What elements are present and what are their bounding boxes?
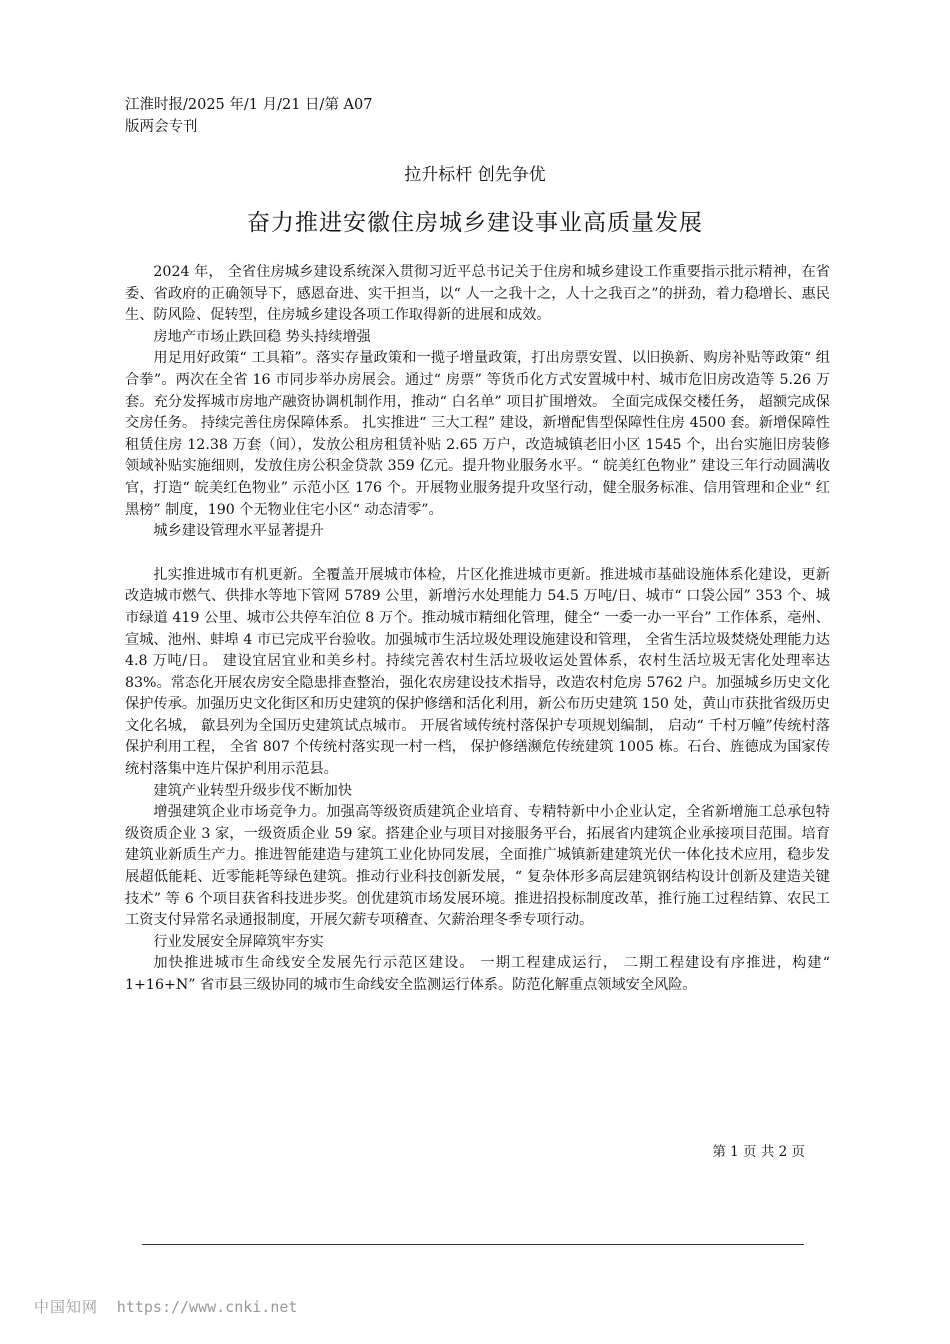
body-paragraph: 增强建筑企业市场竞争力。加强高等级资质建筑企业培育、专精特新中小企业认定，全省新增施工总承包特级资质企业 3 家，一级资质企业 59 家。搭建企业与项目对接服务平台，拓展省内建筑企业承接项目范围。培育建筑业新质生产力。推进智能建造与建筑工业化协同发展，全面推广城镇新建建筑光伏一体化技术应用，稳步发展超低能耗、近零能耗等绿色建筑。推动行业科技创新发展，“ 复杂体形多高层建筑钢结构设计创新及建造关键技术” 等 6 个项目获省科技进步奖。创优建筑市场发展环境。推进招投标制度改革，推行施工过程结算、农民工工资支付异常名录通报制度，开展欠薪专项稽查、欠薪治理冬季专项行动。	[125, 804, 830, 929]
section-heading: 房地产市场止跌回稳 势头持续增强	[153, 328, 371, 345]
section-heading: 城乡建设管理水平显著提升	[153, 523, 324, 540]
body-paragraph: 用足用好政策“ 工具箱”。落实存量政策和一揽子增量政策，打出房票安置、以旧换新、购房补贴等政策“ 组合拳”。两次在全省 16 市同步举办房展会。通过“ 房票” 等货币化方式安置城中村、城市危旧房改造等 5.26 万套。充分发挥城市房地产融资协调机制作用，推动“ 白名单” 项目扩围增效。 全面完成保交楼任务， 超额完成保交房任务。 持续完善住房保障体系。 扎实推进“ 三大工程” 建设，新增配售型保障性住房 4500 套。新增保障性租赁住房 12.38 万套（间），发放公租房租赁补贴 2.65 万户，改造城镇老旧小区 1545 个，出台实施旧房装修领域补贴实施细则，发放住房公积金贷款 359 亿元。提升物业服务水平。“ 皖美红色物业” 建设三年行动圆满收官，打造“ 皖美红色物业” 示范小区 176 个。开展物业服务提升攻坚行动，健全服务标准、信用管理和企业“ 红黑榜” 制度，190 个无物业住宅小区“ 动态清零”。	[125, 350, 830, 518]
body-paragraph: 2024 年， 全省住房城乡建设系统深入贯彻习近平总书记关于住房和城乡建设工作重要指示批示精神，在省委、省政府的正确领导下，感恩奋进、实干担当，以“ 人一之我十之，人十之我百之”的拼劲，着力稳增长、惠民生、防风险、促转型，住房城乡建设各项工作取得新的进展和成效。	[125, 264, 830, 324]
cnki-logo: 中国知网	[34, 1298, 99, 1316]
footer-divider	[142, 1244, 804, 1245]
article-body	[125, 262, 830, 997]
footer	[34, 1296, 297, 1317]
body-paragraph: 扎实推进城市有机更新。全覆盖开展城市体检，片区化推进城市更新。推进城市基础设施体系化建设，更新改造城市燃气、供排水等地下管网 5789 公里，新增污水处理能力 54.5 万吨/日、城市“ 口袋公园” 353 个、城市绿道 419 公里、城市公共停车泊位 8 万个。推动城市精细化管理，健全“ 一委一办一平台” 工作体系，亳州、宣城、池州、蚌埠 4 市已完成平台验收。加强城市生活垃圾处理设施建设和管理， 全省生活垃圾焚烧处理能力达 4.8 万吨/日。 建设宜居宜业和美乡村。持续完善农村生活垃圾收运处置体系，农村生活垃圾无害化处理率达 83%。常态化开展农房安全隐患排查整治，强化农房建设技术指导，改造农村危房 5762 户。加强城乡历史文化保护传承。加强历史文化街区和历史建筑的保护修缮和活化利用，新公布历史建筑 150 处，黄山市获批省级历史文化名城， 歙县列为全国历史建筑试点城市。 开展省域传统村落保护专项规划编制， 启动“ 千村万幢”传统村落保护利用工程， 全省 807 个传统村落实现一村一档， 保护修缮濒危传统建筑 1005 栋。石台、旌德成为国家传统村落集中连片保护利用示范县。	[125, 566, 830, 778]
section-heading: 行业发展安全屏障筑牢夯实	[153, 933, 324, 950]
source-line-1: 江淮时报/2025 年/1 月/21 日/第 A07	[125, 97, 373, 113]
section-heading: 建筑产业转型升级步伐不断加快	[153, 782, 353, 799]
page-number: 第 1 页 共 2 页	[712, 1144, 805, 1160]
paragraph-spacer	[125, 543, 830, 565]
body-paragraph: 加快推进城市生命线安全发展先行示范区建设。 一期工程建成运行， 二期工程建设有序推进，构建“ 1+16+N” 省市县三级协同的城市生命线安全监测运行体系。防范化解重点领域安全风险。	[125, 955, 830, 993]
article-title: 奋力推进安徽住房城乡建设事业高质量发展	[247, 210, 703, 236]
kicker-title: 拉升标杆 创先争优	[404, 165, 546, 185]
source-info	[125, 94, 372, 138]
source-line-2: 版两会专刊	[125, 119, 198, 135]
cnki-link[interactable]: https://www.cnki.net	[116, 1298, 298, 1316]
